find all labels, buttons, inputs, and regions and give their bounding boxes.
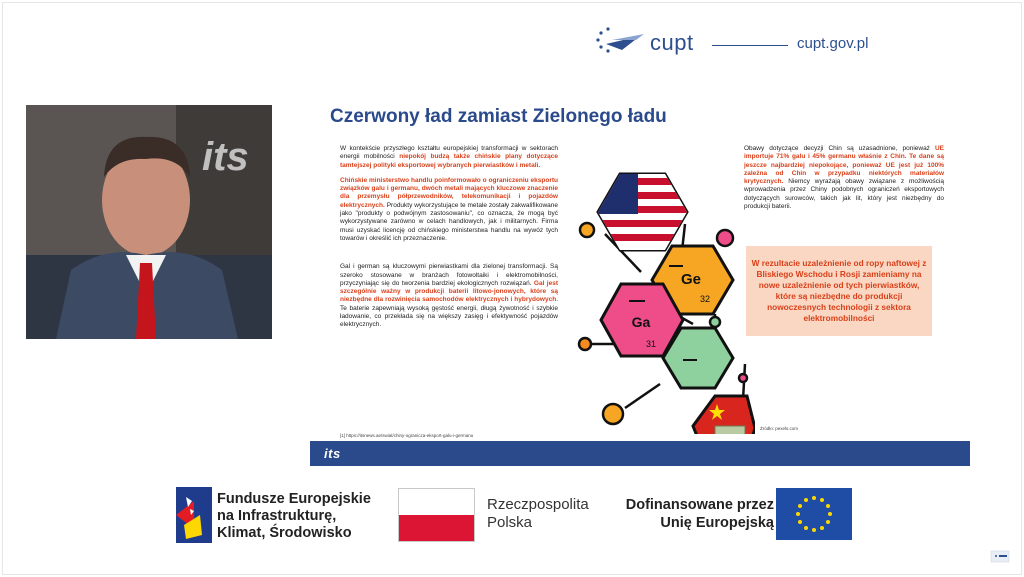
- fundusze-europejskie-logo-icon: [172, 485, 216, 547]
- slide-left-column: [340, 145, 558, 337]
- text-run: Obawy dotyczące decyzji Chin są uzasadnione, ponieważ: [744, 145, 935, 152]
- poland-flag-icon: [398, 488, 475, 542]
- text-run: . Te baterie zapewniają wysoką gęstość energii, długą żywotność i szybkie ładowanie, co przekłada się na większy zasięg i efektywność pojazdów elektrycznych.: [340, 296, 558, 329]
- elements-hexagon-diagram: [565, 164, 755, 434]
- paragraph: [744, 145, 944, 211]
- cupt-logo: [592, 24, 732, 60]
- cupt-emblem-icon: [592, 26, 646, 56]
- eu-funding-text: [602, 496, 774, 532]
- cupt-wordmark: cupt: [650, 30, 694, 55]
- pink-dot: [739, 374, 747, 382]
- china-flag-hexagon: [693, 396, 755, 434]
- presentation-slide: [310, 100, 970, 466]
- text-run: Niemcy wyrażają obawy związane z możliwością wprowadzenia przez Chiny podobnych ograniczeń eksportowych dotyczących surowców, takich jak lit, który jest niezbędny do produkcji baterii.: [744, 178, 944, 211]
- green-dot: [710, 317, 720, 327]
- callout-text: W rezultacie uzależnienie od ropy naftowej z Bliskiego Wschodu i Rosji zamieniamy na nowe uzależnienie od tych pierwiastków, które są niezbędne do produkcji nowoczesnych technologii z sektora elektromobilności: [751, 258, 927, 323]
- callout-box: [746, 246, 932, 336]
- wall-logo: its: [202, 135, 249, 179]
- slide-footer-bar: [310, 441, 970, 466]
- eu-flag-icon: [776, 488, 852, 540]
- highlight-text: Chińskie ministerstwo handlu poinformowało o ograniczeniu eksportu związków galu i germanu, dwóch metali mających kluczowe znaczenie dla przemysłu półprzewodników, telekomunikacji i pojazdów elektrycznych.: [340, 176, 558, 209]
- rp-line: Polska: [487, 514, 533, 531]
- text-run: Gal i german są kluczowymi pierwiastkami dla zielonej transformacji. Są szeroko stosowane w branżach fotowoltaiki i elektromobilności, przyczyniając się do tworzenia bardziej ekologicznych rozwiązań.: [340, 263, 558, 287]
- rzeczpospolita-text: [487, 496, 589, 532]
- highlight-text: UE importuje 71% galu i 45% germanu właśnie z Chin. Te dane są jeszcze najbardziej niepokojące, ponieważ UE jest już 100% zależna od Chin w przypadku niektórych materiałów krytycznych.: [744, 145, 944, 186]
- slide-title: Czerwony ład zamiast Zielonego ładu: [330, 106, 667, 127]
- ga-atomic-number: 31: [645, 339, 657, 349]
- orange-dot: [603, 404, 623, 424]
- corner-watermark-icon: [990, 546, 1010, 566]
- paragraph: [340, 263, 558, 329]
- ge-atomic-number: 32: [699, 294, 711, 304]
- fundusze-europejskie-text: [217, 491, 371, 542]
- orange-dot: [580, 223, 594, 237]
- fe-line: Fundusze Europejskie: [217, 491, 371, 507]
- webcam-feed: [26, 105, 272, 339]
- its-logo: its: [324, 446, 341, 461]
- rp-line: Rzeczpospolita: [487, 496, 589, 513]
- ue-line: Dofinansowane przez: [625, 497, 774, 513]
- usa-flag-hexagon: [598, 174, 688, 250]
- highlight-text: Gal jest szczególnie ważny w produkcji baterii litowo-jonowych, które są niezbędne dla rozwinięcia samochodów elektrycznych i hybrydowych: [340, 279, 559, 304]
- ge-symbol: Ge: [680, 271, 702, 288]
- fe-line: na Infrastrukturę,: [217, 508, 337, 524]
- slide-footnote: [1] https://itsnews.ae/swiat/chiny-ogranicza-eksport-galu-i-germanu: [340, 433, 474, 438]
- paragraph: [340, 177, 558, 243]
- image-credit: Źródło: pexels.com: [760, 426, 799, 431]
- highlight-text: niepokój budzą także chińskie plany dotyczące tamtejszej polityki eksportowej wybranych pierwiastków i metali.: [340, 153, 558, 169]
- orange-dot: [579, 338, 591, 350]
- header-url[interactable]: cupt.gov.pl: [797, 35, 869, 52]
- slide-right-column: [744, 145, 944, 211]
- text-run: W kontekście przyszłego kształtu europejskiej transformacji w sektorach energii mobilności: [340, 145, 558, 161]
- text-run: Produkty wykorzystujące te metale zostały zakwalifikowane jako "produkty o podwójnym zastosowaniu", co oznacza, że mogą być wykorzystywane zarówno w celach handlowych, jak i militarnych. Firma musi uzyskać licencję od chińskiego ministerstwa handlu na wywóz tych towarów i określić ich przeznaczenie.: [340, 201, 558, 242]
- pink-dot: [717, 230, 733, 246]
- ga-symbol: Ga: [631, 314, 651, 330]
- header-divider: [712, 45, 788, 46]
- fe-line: Klimat, Środowisko: [217, 525, 352, 541]
- paragraph: [340, 145, 558, 170]
- ue-line: Unię Europejską: [660, 515, 774, 531]
